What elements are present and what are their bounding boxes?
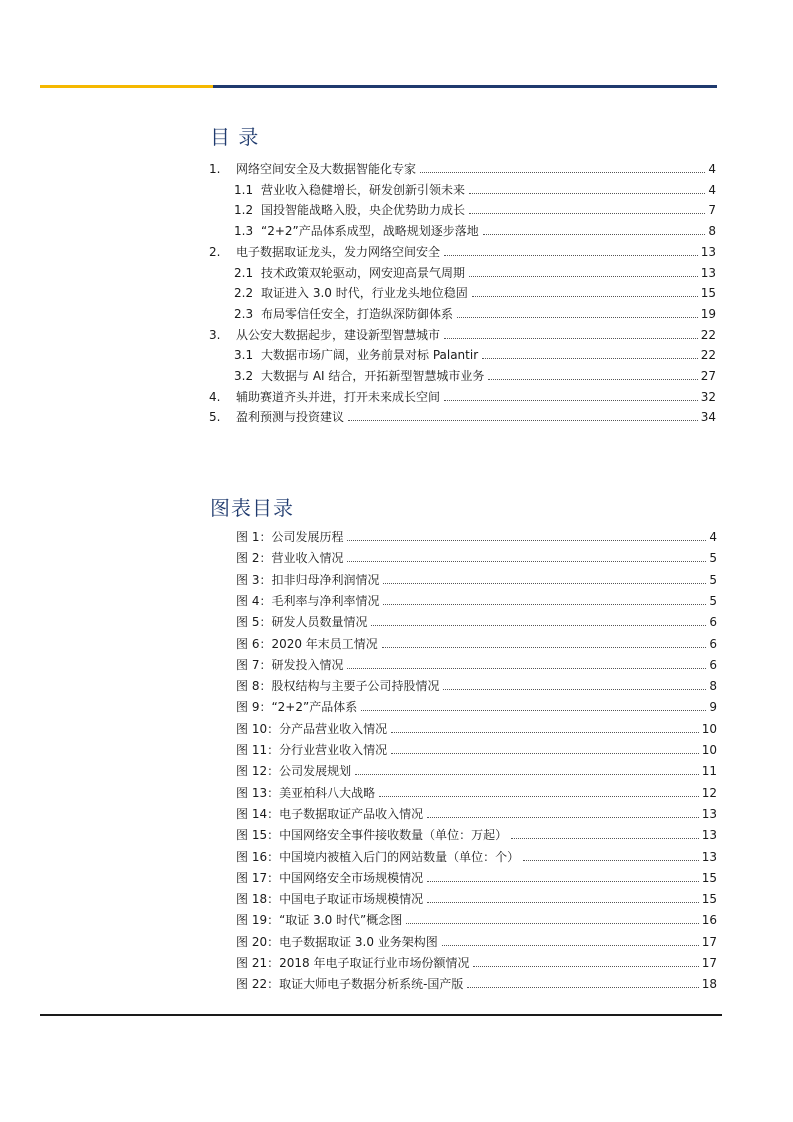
toc-entry-number: 2.2 [234,286,254,301]
toc-entry-page: 15 [700,286,716,301]
dot-leader [371,625,706,626]
dot-leader [443,689,706,690]
figure-entry-page: 15 [701,892,717,907]
dot-leader [444,338,698,339]
dot-leader [347,668,706,669]
figure-entry[interactable] [236,588,717,608]
figure-entry-label: 图 14： [236,806,280,821]
dot-leader [427,881,699,882]
dot-leader [488,379,697,380]
figure-entry-label: 图 21： [236,956,280,970]
figure-entry-text: 电子数据取证 3.0 业务架构图 [279,934,438,949]
dot-leader [361,710,706,711]
toc-entry-text: 营业收入稳健增长，研发创新引领未来 [261,182,466,197]
figure-entry[interactable] [236,780,717,800]
toc-entry-text: 辅助赛道齐头并进，打开未来成长空间 [236,389,441,404]
figure-entry-label: 图 15： [236,828,280,843]
dot-leader [457,317,698,318]
figure-entry-label: 图 3： [236,572,272,587]
figure-entry-text: 毛利率与净利率情况 [271,593,380,608]
figure-entry[interactable] [236,673,717,693]
toc-entry-number: 2.3 [234,306,254,321]
figure-entry-text: 2020 年末员工情况 [271,636,378,651]
figure-entry-page: 5 [709,551,717,566]
figure-entry-page: 5 [709,572,717,587]
toc-entry[interactable] [209,239,716,259]
toc-entry-text: “2+2”产品体系成型，战略规划逐步落地 [261,224,479,239]
toc-entry-number: 3. [209,327,221,342]
toc-entry-page: 8 [708,224,716,239]
figure-entry-page: 10 [701,721,717,736]
toc-entry[interactable] [234,177,716,197]
toc-entry-number: 1.3 [234,224,254,239]
figure-entry-label: 图 7： [236,657,272,672]
toc-entry[interactable] [234,363,716,383]
figure-entry-text: 中国境内被植入后门的网站数量（单位：个） [279,849,520,864]
toc-entry-text: 技术政策双轮驱动，网安迎高景气周期 [261,265,466,280]
figure-entry-page: 17 [701,934,717,949]
toc-entry-text: 电子数据取证龙头，发力网络空间安全 [236,244,441,259]
figure-entry-label: 图 12： [236,764,280,779]
figure-entry-label: 图 16： [236,849,280,864]
figure-entry-text: 研发人员数量情况 [271,615,368,630]
figure-entry-text: 分产品营业收入情况 [279,721,388,736]
figure-entry[interactable] [236,865,717,885]
figure-entry-text: 2018 年电子取证行业市场份额情况 [279,956,470,970]
toc-entry[interactable] [234,218,716,238]
toc-entry[interactable] [234,260,716,280]
figure-entry-page: 13 [701,849,717,864]
dot-leader [406,923,698,924]
figure-entry-page: 6 [709,657,717,672]
toc-entry-page: 4 [708,162,716,176]
figure-entry-label: 图 20： [236,934,280,949]
figure-entry-page: 10 [701,743,717,757]
toc-entry-text: 取证进入 3.0 时代，行业龙头地位稳固 [261,286,468,301]
figure-entry-page: 15 [701,870,717,885]
figure-entry-page: 18 [701,977,717,992]
figure-entry-page: 6 [709,636,717,651]
toc-entry-text: 网络空间安全及大数据智能化专家 [236,162,417,176]
figure-entry[interactable] [236,545,717,565]
dot-leader [355,774,699,775]
figure-entry-label: 图 22： [236,977,280,992]
dot-leader [348,420,698,421]
dot-leader [482,358,698,359]
toc-entry-number: 1.1 [234,182,254,197]
figure-entry-text: 电子数据取证产品收入情况 [279,806,424,821]
toc-entry-number: 3.2 [234,369,254,383]
toc-entry-number: 2.1 [234,265,254,280]
figure-entry-label: 图 10： [236,721,280,736]
dot-leader [427,817,699,818]
figure-entry-label: 图 11： [236,743,280,757]
figure-entry-text: 分行业营业收入情况 [279,743,388,757]
figure-entry-text: 公司发展历程 [271,530,344,544]
dot-leader [469,193,705,194]
toc-entry-page: 13 [700,244,716,259]
figure-entry-page: 13 [701,806,717,821]
header-rule-navy [213,85,717,88]
toc-entry-page: 13 [700,265,716,280]
footer-rule [40,1014,722,1016]
figures-title: 图表目录 [210,496,294,520]
figure-entry[interactable] [236,567,717,587]
dot-leader [383,583,706,584]
figure-entry-text: “取证 3.0 时代”概念图 [279,913,403,928]
toc-entry-page: 4 [708,182,716,197]
figure-entry-text: 股权结构与主要子公司持股情况 [271,679,440,694]
toc-entry-number: 4. [209,389,221,404]
figure-entry[interactable] [236,609,717,629]
figure-entry[interactable] [236,971,717,991]
dot-leader [473,966,698,967]
figure-entry-page: 4 [709,530,717,544]
dot-leader [442,945,699,946]
toc-entry-page: 19 [700,306,716,321]
toc-entry-page: 22 [700,348,716,363]
toc-entry-page: 34 [700,410,716,425]
figure-entry[interactable] [236,737,717,757]
dot-leader [467,987,698,988]
toc-entry[interactable] [234,197,716,217]
figure-entry[interactable] [236,907,717,927]
dot-leader [420,172,705,173]
figure-entry-text: 营业收入情况 [271,551,344,566]
toc-entry-number: 5. [209,410,221,425]
toc-entry-number: 2. [209,244,221,259]
toc-entry[interactable] [209,404,716,424]
dot-leader [383,604,706,605]
figure-entry-label: 图 6： [236,636,272,651]
figure-entry-page: 5 [709,593,717,608]
dot-leader [347,540,706,541]
toc-entry-page: 7 [708,203,716,218]
toc-entry[interactable] [209,156,716,176]
figure-entry-page: 13 [701,828,717,843]
figure-entry[interactable] [236,524,717,544]
figure-entry[interactable] [236,822,717,842]
figure-entry-text: “2+2”产品体系 [271,700,358,715]
figure-entry-page: 17 [701,956,717,970]
dot-leader [444,400,698,401]
figure-entry-text: 中国电子取证市场规模情况 [279,892,424,907]
dot-leader [382,647,707,648]
figure-entry[interactable] [236,844,717,864]
toc-entry-text: 盈利预测与投资建议 [236,410,345,425]
toc-entry-page: 22 [700,327,716,342]
figure-entry[interactable] [236,801,717,821]
figure-entry-page: 8 [709,679,717,694]
figure-entry-label: 图 17： [236,870,280,885]
figure-entry[interactable] [236,929,717,949]
dot-leader [427,902,699,903]
figure-entry-page: 6 [709,615,717,630]
dot-leader [511,838,699,839]
toc-entry-text: 国投智能战略入股，央企优势助力成长 [261,203,466,218]
figure-entry-label: 图 1： [236,530,272,544]
figure-entry-text: 中国网络安全事件接收数量（单位：万起） [279,828,508,843]
figure-entry-page: 9 [709,700,717,715]
toc-entry-number: 3.1 [234,348,254,363]
toc-entry[interactable] [209,322,716,342]
figure-entry-text: 取证大师电子数据分析系统-国产版 [279,977,464,992]
toc-entry[interactable] [234,342,716,362]
header-rule-gold [40,85,213,88]
toc-entry-page: 27 [700,369,716,383]
dot-leader [469,213,705,214]
figure-entry[interactable] [236,652,717,672]
toc-entry-number: 1.2 [234,203,254,218]
dot-leader [472,296,698,297]
figure-entry-text: 中国网络安全市场规模情况 [279,870,424,885]
dot-leader [379,796,699,797]
dot-leader [483,234,706,235]
toc-entry[interactable] [234,280,716,300]
figure-entry-page: 12 [701,785,717,800]
toc-entry-number: 1. [209,162,221,176]
figure-entry[interactable] [236,631,717,651]
figure-entry-page: 11 [701,764,717,779]
toc-entry-page: 32 [700,389,716,404]
toc-entry-text: 从公安大数据起步，建设新型智慧城市 [236,327,441,342]
figure-entry-label: 图 13： [236,785,280,800]
dot-leader [444,255,698,256]
toc-entry-text: 布局零信任安全，打造纵深防御体系 [261,306,454,321]
figure-entry-label: 图 18： [236,892,280,907]
figure-entry-label: 图 5： [236,615,272,630]
dot-leader [523,860,699,861]
figure-entry-text: 扣非归母净利润情况 [271,572,380,587]
dot-leader [391,732,699,733]
figure-entry-label: 图 2： [236,551,272,566]
figure-entry[interactable] [236,886,717,906]
figure-entry-label: 图 4： [236,593,272,608]
toc-entry-text: 大数据市场广阔，业务前景对标 Palantir [261,348,479,363]
figure-entry-text: 公司发展规划 [279,764,352,779]
dot-leader [391,753,699,754]
figure-entry-page: 16 [701,913,717,928]
toc-entry[interactable] [234,301,716,321]
figure-entry-label: 图 19： [236,913,280,928]
figure-entry[interactable] [236,758,717,778]
toc-entry-text: 大数据与 AI 结合，开拓新型智慧城市业务 [261,369,485,383]
figure-entry[interactable] [236,950,717,970]
dot-leader [347,561,706,562]
dot-leader [469,276,698,277]
figure-entry-text: 美亚柏科八大战略 [279,785,376,800]
figure-entry-text: 研发投入情况 [271,657,344,672]
figure-entry-label: 图 8： [236,679,272,694]
figure-entry[interactable] [236,716,717,736]
toc-entry[interactable] [209,384,716,404]
toc-title: 目 录 [210,125,260,149]
figure-entry-label: 图 9： [236,700,272,715]
figure-entry[interactable] [236,694,717,714]
